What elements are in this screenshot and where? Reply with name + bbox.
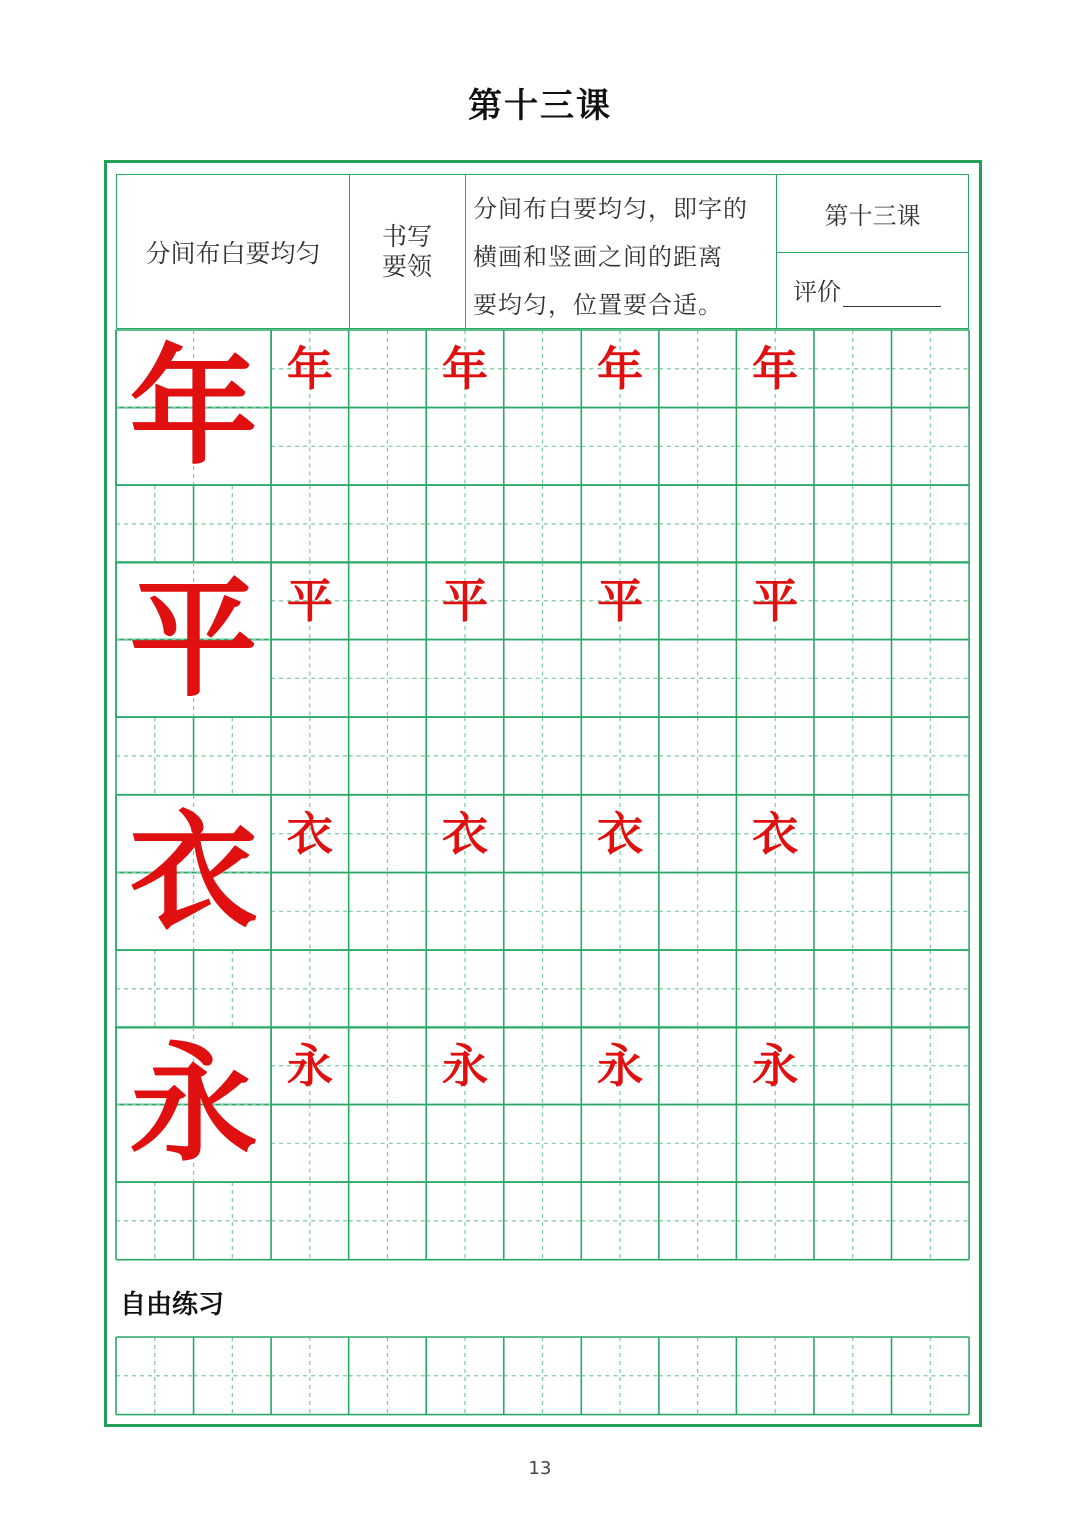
model-character: 年	[129, 332, 258, 483]
tracing-character: 衣	[752, 806, 799, 861]
tracing-character: 年	[752, 341, 799, 396]
tracing-character: 平	[441, 573, 488, 628]
tracing-character: 永	[286, 1038, 333, 1093]
header-lesson: 第十三课	[776, 175, 969, 253]
tracing-character: 永	[441, 1038, 488, 1093]
tracing-character: 衣	[286, 806, 333, 861]
tracing-character: 衣	[441, 806, 488, 861]
tracing-character: 衣	[597, 806, 644, 861]
tracing-character: 平	[286, 573, 333, 628]
header-label-line2: 要领	[381, 251, 432, 281]
tracing-character: 年	[286, 341, 333, 396]
description-line: 分间布白要均匀，即字的	[473, 195, 748, 223]
description-line: 横画和竖画之间的距离	[473, 243, 723, 271]
tracing-character: 年	[441, 341, 488, 396]
model-character: 衣	[129, 797, 258, 948]
model-character: 永	[129, 1029, 258, 1180]
header-label-line1: 书写	[381, 221, 432, 251]
tracing-character: 平	[597, 573, 644, 628]
free-practice-title: 自由练习	[120, 1290, 225, 1320]
tracing-character: 永	[752, 1038, 799, 1093]
tracing-character: 平	[752, 573, 799, 628]
evaluation-label: 评价	[793, 278, 841, 306]
description-line: 要均匀，位置要合适。	[473, 291, 723, 319]
page-number: 13	[528, 1458, 552, 1479]
tracing-character: 年	[597, 341, 644, 396]
page-title: 第十三课	[468, 86, 612, 126]
tracing-character: 永	[597, 1038, 644, 1093]
header-topic: 分间布白要均匀	[145, 238, 321, 268]
model-character: 平	[129, 564, 258, 715]
